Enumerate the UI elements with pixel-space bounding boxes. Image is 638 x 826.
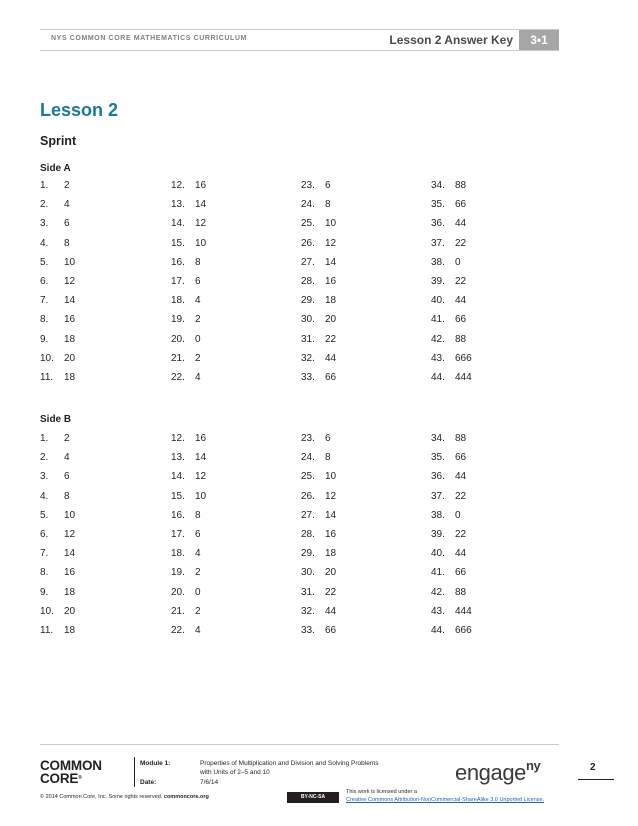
- answer-number: 34.: [431, 433, 445, 444]
- answer-value: 22: [325, 333, 337, 345]
- logo-line-2: CORE: [40, 771, 79, 786]
- answer-number: 28.: [301, 276, 315, 287]
- answer-number: 30.: [301, 314, 315, 326]
- answer-value: 8: [195, 509, 201, 521]
- answer-number: 26.: [301, 490, 315, 502]
- answer-number: 31.: [301, 333, 315, 345]
- answer-number: 28.: [301, 529, 315, 540]
- logo-line-1: COMMON: [40, 758, 102, 773]
- answer-value: 88: [455, 586, 467, 598]
- answer-value: 44: [455, 548, 467, 560]
- answer-value: 14: [195, 452, 207, 464]
- answer-value: 16: [195, 180, 207, 191]
- answer-number: 5.: [40, 256, 49, 268]
- answer-number: 42.: [431, 333, 445, 345]
- answer-number: 42.: [431, 586, 445, 598]
- module-title-line2: with Units of 2–5 and 10: [200, 769, 270, 776]
- answer-number: 41.: [431, 314, 445, 326]
- answer-value: 666: [455, 352, 472, 364]
- answer-number: 41.: [431, 567, 445, 579]
- creative-commons-badge: BY-NC-SA: [287, 792, 339, 803]
- date-label: Date:: [140, 779, 157, 786]
- answer-value: 18: [325, 548, 337, 560]
- answer-number: 6.: [40, 529, 49, 540]
- answer-value: 444: [455, 605, 472, 617]
- answer-number: 2.: [40, 199, 49, 211]
- answer-value: 14: [64, 295, 76, 307]
- answer-number: 29.: [301, 295, 315, 307]
- answer-value: 2: [195, 314, 201, 326]
- answer-number: 14.: [171, 471, 185, 483]
- answer-value: 44: [455, 471, 467, 483]
- answer-value: 10: [64, 256, 76, 268]
- copyright: © 2014 Common Core, Inc. Some rights reserved. commoncore.org: [40, 794, 209, 800]
- answer-value: 2: [195, 567, 201, 579]
- engageny-logo: engage$^{ny}$: [455, 758, 541, 785]
- answer-value: 44: [455, 218, 467, 230]
- answer-value: 14: [325, 256, 337, 268]
- answer-value: 8: [325, 199, 331, 211]
- answer-number: 12.: [171, 433, 185, 444]
- answer-number: 1.: [40, 180, 49, 191]
- answer-value: 88: [455, 433, 467, 444]
- answer-number: 22.: [171, 372, 185, 383]
- answer-number: 32.: [301, 352, 315, 364]
- answer-number: 38.: [431, 509, 445, 521]
- answer-value: 12: [325, 237, 337, 249]
- answer-number: 26.: [301, 237, 315, 249]
- answer-value: 22: [455, 529, 467, 540]
- answer-value: 444: [455, 372, 472, 383]
- answer-value: 18: [64, 372, 76, 383]
- answer-number: 17.: [171, 529, 185, 540]
- page-header: [40, 29, 559, 51]
- answer-value: 14: [64, 548, 76, 560]
- answer-number: 39.: [431, 276, 445, 287]
- answer-value: 0: [455, 256, 461, 268]
- answer-value: 22: [455, 237, 467, 249]
- answer-value: 12: [64, 276, 76, 287]
- answer-value: 66: [325, 372, 337, 383]
- answer-number: 18.: [171, 295, 185, 307]
- answer-number: 24.: [301, 199, 315, 211]
- answer-value: 4: [195, 548, 201, 560]
- answer-value: 44: [455, 295, 467, 307]
- answer-value: 12: [64, 529, 76, 540]
- answer-number: 43.: [431, 352, 445, 364]
- answer-value: 2: [64, 433, 70, 444]
- answer-number: 21.: [171, 605, 185, 617]
- answer-value: 10: [325, 218, 337, 230]
- answer-value: 20: [325, 567, 337, 579]
- answer-value: 14: [195, 199, 207, 211]
- page-number-rule: [578, 779, 614, 780]
- answer-value: 10: [195, 490, 207, 502]
- answer-number: 20.: [171, 333, 185, 345]
- common-core-logo: COMMON CORE®: [40, 758, 102, 786]
- answer-number: 9.: [40, 586, 49, 598]
- license-text: This work is licensed under a: [346, 789, 417, 795]
- answer-value: 4: [195, 625, 201, 636]
- answer-number: 16.: [171, 509, 185, 521]
- answer-value: 66: [455, 452, 467, 464]
- answer-value: 20: [325, 314, 337, 326]
- answer-number: 33.: [301, 625, 315, 636]
- answer-value: 6: [325, 180, 331, 191]
- answer-number: 23.: [301, 433, 315, 444]
- answer-value: 666: [455, 625, 472, 636]
- answer-number: 13.: [171, 452, 185, 464]
- answer-value: 0: [455, 509, 461, 521]
- answer-value: 6: [195, 276, 201, 287]
- answer-number: 37.: [431, 237, 445, 249]
- answer-number: 6.: [40, 276, 49, 287]
- answer-value: 2: [195, 352, 201, 364]
- answer-number: 15.: [171, 237, 185, 249]
- page-number: 2: [590, 762, 596, 773]
- answer-value: 18: [64, 333, 76, 345]
- answer-value: 44: [325, 352, 337, 364]
- answer-value: 10: [195, 237, 207, 249]
- answer-value: 18: [64, 586, 76, 598]
- answer-number: 20.: [171, 586, 185, 598]
- answer-value: 88: [455, 333, 467, 345]
- answer-value: 66: [455, 314, 467, 326]
- answer-number: 44.: [431, 625, 445, 636]
- answer-number: 36.: [431, 471, 445, 483]
- answer-number: 10.: [40, 605, 54, 617]
- answer-number: 40.: [431, 548, 445, 560]
- answer-number: 8.: [40, 314, 49, 326]
- answer-number: 24.: [301, 452, 315, 464]
- answer-value: 8: [64, 490, 70, 502]
- answer-number: 32.: [301, 605, 315, 617]
- footer-divider: [134, 757, 135, 787]
- answer-number: 35.: [431, 452, 445, 464]
- answer-number: 43.: [431, 605, 445, 617]
- answer-value: 22: [455, 276, 467, 287]
- answer-number: 21.: [171, 352, 185, 364]
- answer-value: 4: [195, 372, 201, 383]
- answer-number: 30.: [301, 567, 315, 579]
- answer-value: 10: [64, 509, 76, 521]
- answer-number: 27.: [301, 256, 315, 268]
- answer-value: 6: [325, 433, 331, 444]
- answer-value: 6: [195, 529, 201, 540]
- answer-number: 9.: [40, 333, 49, 345]
- answer-number: 18.: [171, 548, 185, 560]
- answer-value: 6: [64, 471, 70, 483]
- answer-number: 27.: [301, 509, 315, 521]
- answer-number: 8.: [40, 567, 49, 579]
- answer-value: 20: [64, 352, 76, 364]
- answer-number: 15.: [171, 490, 185, 502]
- footer-rule: [40, 744, 559, 745]
- answer-number: 1.: [40, 433, 49, 444]
- answer-value: 12: [195, 471, 207, 483]
- answer-number: 10.: [40, 352, 54, 364]
- answer-value: 8: [325, 452, 331, 464]
- answer-number: 25.: [301, 471, 315, 483]
- answer-value: 44: [325, 605, 337, 617]
- answer-number: 3.: [40, 218, 49, 230]
- answer-number: 5.: [40, 509, 49, 521]
- module-label: Module 1:: [140, 760, 171, 767]
- answer-number: 12.: [171, 180, 185, 191]
- answer-number: 17.: [171, 276, 185, 287]
- answer-number: 25.: [301, 218, 315, 230]
- answer-value: 20: [64, 605, 76, 617]
- answer-number: 11.: [40, 625, 54, 636]
- section-title: Sprint: [40, 134, 77, 148]
- curriculum-name: NYS COMMON CORE MATHEMATICS CURRICULUM: [51, 35, 247, 42]
- answer-number: 19.: [171, 567, 185, 579]
- answer-value: 0: [195, 586, 201, 598]
- answer-value: 10: [325, 471, 337, 483]
- answer-value: 16: [195, 433, 207, 444]
- answer-number: 4.: [40, 490, 49, 502]
- answer-number: 23.: [301, 180, 315, 191]
- answer-number: 39.: [431, 529, 445, 540]
- answer-number: 11.: [40, 372, 54, 383]
- answer-value: 2: [195, 605, 201, 617]
- answer-value: 16: [64, 314, 76, 326]
- side-a-label: Side A: [40, 163, 71, 174]
- grade-module-badge: 3•1: [519, 30, 559, 50]
- answer-value: 12: [325, 490, 337, 502]
- answer-value: 12: [195, 218, 207, 230]
- answer-number: 3.: [40, 471, 49, 483]
- answer-number: 7.: [40, 295, 49, 307]
- answer-value: 22: [325, 586, 337, 598]
- answer-value: 0: [195, 333, 201, 345]
- answer-value: 66: [455, 199, 467, 211]
- answer-number: 7.: [40, 548, 49, 560]
- answer-value: 2: [64, 180, 70, 191]
- answer-value: 16: [325, 276, 337, 287]
- answer-number: 35.: [431, 199, 445, 211]
- answer-value: 14: [325, 509, 337, 521]
- answer-number: 44.: [431, 372, 445, 383]
- answer-number: 37.: [431, 490, 445, 502]
- answer-number: 19.: [171, 314, 185, 326]
- answer-number: 31.: [301, 586, 315, 598]
- answer-number: 34.: [431, 180, 445, 191]
- answer-number: 16.: [171, 256, 185, 268]
- answer-value: 66: [455, 567, 467, 579]
- answer-number: 33.: [301, 372, 315, 383]
- answer-value: 6: [64, 218, 70, 230]
- lesson-label: Lesson 2 Answer Key: [389, 33, 513, 47]
- answer-value: 16: [325, 529, 337, 540]
- answer-number: 38.: [431, 256, 445, 268]
- answer-number: 29.: [301, 548, 315, 560]
- lesson-title: Lesson 2: [40, 100, 119, 120]
- license-link[interactable]: Creative Commons Attribution-NonCommercial-ShareAlike 3.0 Unported License.: [346, 797, 545, 803]
- answer-value: 88: [455, 180, 467, 191]
- answer-number: 14.: [171, 218, 185, 230]
- answer-number: 2.: [40, 452, 49, 464]
- answer-value: 66: [325, 625, 337, 636]
- answer-number: 4.: [40, 237, 49, 249]
- answer-value: 22: [455, 490, 467, 502]
- module-title-line1: Properties of Multiplication and Division and Solving Problems: [200, 760, 379, 767]
- answer-number: 40.: [431, 295, 445, 307]
- answer-value: 4: [64, 452, 70, 464]
- answer-number: 22.: [171, 625, 185, 636]
- answer-value: 18: [325, 295, 337, 307]
- answer-value: 18: [64, 625, 76, 636]
- answer-value: 16: [64, 567, 76, 579]
- answer-value: 8: [195, 256, 201, 268]
- date-value: 7/6/14: [200, 779, 219, 786]
- answer-value: 4: [195, 295, 201, 307]
- answer-number: 36.: [431, 218, 445, 230]
- answer-value: 4: [64, 199, 70, 211]
- answer-number: 13.: [171, 199, 185, 211]
- answer-value: 8: [64, 237, 70, 249]
- side-b-label: Side B: [40, 414, 72, 425]
